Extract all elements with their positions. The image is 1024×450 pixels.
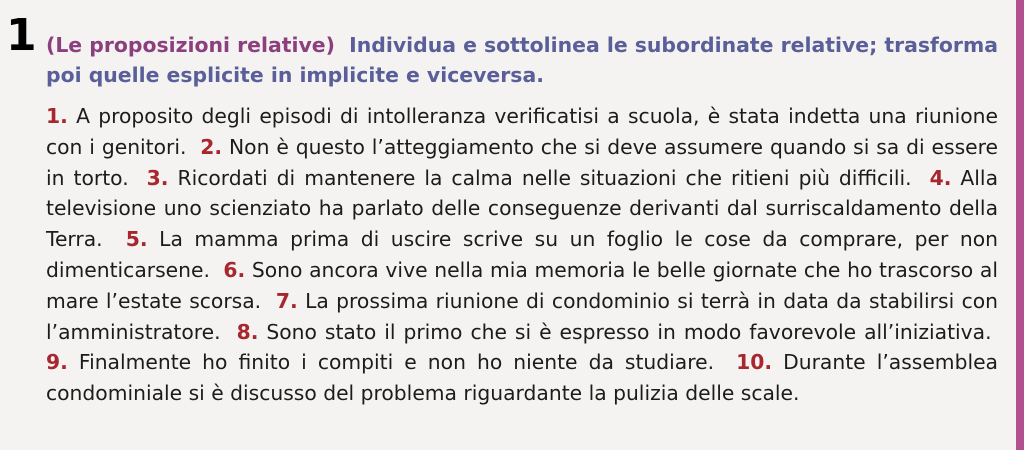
instruction-text: Individua e sottolinea le subordinate relative; trasforma poi quelle esplicite in implicite e viceversa. <box>46 33 998 87</box>
sentence-text: Alla televisione uno scienziato ha parlato delle conseguenze derivanti dal surriscaldamento della Terra. <box>46 165 998 252</box>
sentence-text: Finalmente ho finito i compiti e non ho niente da studiare. <box>78 350 715 375</box>
sentence-number: 3. <box>146 165 169 190</box>
sentence-number: 6. <box>223 257 246 282</box>
sentence-9 <box>46 350 714 374</box>
sentence-8 <box>237 320 992 344</box>
sentence-number: 5. <box>125 227 148 252</box>
exercise-number: 1 <box>6 10 37 61</box>
exercise-sentences <box>46 101 998 409</box>
sentence-text: A proposito degli episodi di intolleranza verificatisi a scuola, è stata indetta una riunione con i genitori. <box>46 104 998 159</box>
sentence-text: La prossima riunione di condominio si terrà in data da stabilirsi con l’amministratore. <box>46 288 998 344</box>
exercise-title: (Le proposizioni relative) <box>46 33 335 57</box>
sentence-number: 9. <box>46 350 68 375</box>
sentence-number: 10. <box>736 350 773 375</box>
sentence-number: 1. <box>46 104 68 128</box>
sentence-3 <box>147 166 912 190</box>
sentence-text: La mamma prima di uscire scrive su un foglio le cose da comprare, per non dimenticarsene. <box>46 227 998 282</box>
sentence-number: 8. <box>236 319 259 344</box>
sentence-text: Sono stato il primo che si è espresso in modo favorevole all’iniziativa. <box>266 319 992 344</box>
sentence-text: Ricordati di mantenere la calma nelle situazioni che ritieni più difficili. <box>177 165 912 190</box>
sentence-number: 2. <box>200 134 223 159</box>
page-edge-bar <box>1016 0 1024 450</box>
sentence-text: Non è questo l’atteggiamento che si deve assumere quando si sa di essere in torto. <box>46 134 998 190</box>
sentence-text: Durante l’assemblea condominiale si è discusso del problema riguardante la pulizia delle scale. <box>46 350 998 406</box>
exercise-instruction <box>46 30 1006 90</box>
sentence-number: 7. <box>275 288 298 313</box>
sentence-text: Sono ancora vive nella mia memoria le belle giornate che ho trascorso al mare l’estate scorsa. <box>46 257 998 313</box>
sentence-number: 4. <box>929 165 952 190</box>
